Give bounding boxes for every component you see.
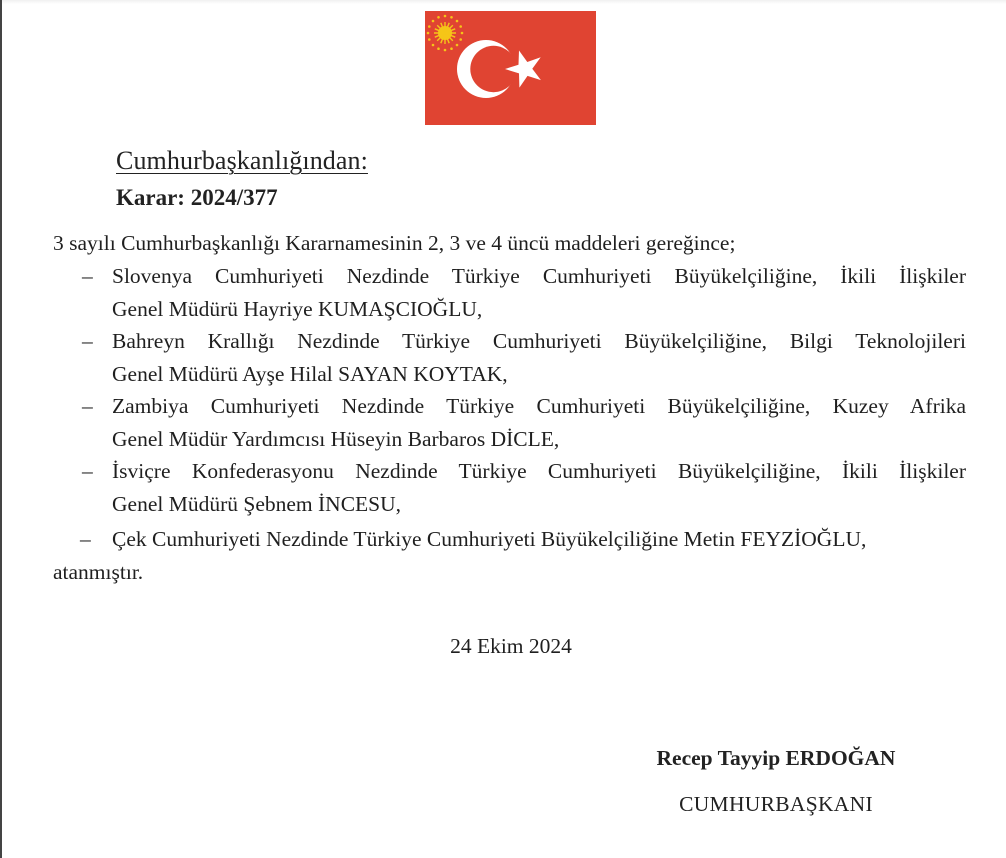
page-left-border <box>0 0 2 858</box>
appointment-line: Bahreyn Krallığı Nezdinde Türkiye Cumhuriyeti Büyükelçiliğine, Bilgi Teknolojileri <box>112 329 966 353</box>
appointment-line: Slovenya Cumhuriyeti Nezdinde Türkiye Cumhuriyeti Büyükelçiliğine, İkili İlişkiler <box>112 264 966 288</box>
appointment-line: Zambiya Cumhuriyeti Nezdinde Türkiye Cumhuriyeti Büyükelçiliğine, Kuzey Afrika <box>112 394 966 418</box>
presidential-flag <box>425 11 596 125</box>
page-top-shade <box>2 0 1006 4</box>
bullet-dash: – <box>82 394 93 418</box>
intro-paragraph: 3 sayılı Cumhurbaşkanlığı Kararnamesinin 2, 3 ve 4 üncü maddeleri gereğince; <box>53 231 736 255</box>
decision-number: Karar: 2024/377 <box>116 185 278 210</box>
closing-word: atanmıştır. <box>53 560 144 584</box>
bullet-dash: – <box>82 329 93 353</box>
signatory-name: Recep Tayyip ERDOĞAN <box>656 746 896 770</box>
turkish-flag-icon <box>425 11 596 125</box>
appointment-line: Genel Müdürü Hayriye KUMAŞCIOĞLU, <box>112 297 483 321</box>
signatory-title: CUMHURBAŞKANI <box>679 792 873 816</box>
bullet-dash: – <box>82 459 93 483</box>
appointment-line: İsviçre Konfederasyonu Nezdinde Türkiye Cumhuriyeti Büyükelçiliğine, İkili İlişkiler <box>112 459 966 483</box>
bullet-dash: – <box>82 264 93 288</box>
issuer-heading: Cumhurbaşkanlığından: <box>116 146 368 175</box>
decision-date: 24 Ekim 2024 <box>450 634 572 658</box>
appointment-line: Genel Müdürü Ayşe Hilal SAYAN KOYTAK, <box>112 362 508 386</box>
appointment-line: Genel Müdür Yardımcısı Hüseyin Barbaros DİCLE, <box>112 427 560 451</box>
appointment-line: Çek Cumhuriyeti Nezdinde Türkiye Cumhuriyeti Büyükelçiliğine Metin FEYZİOĞLU, <box>112 527 867 551</box>
bullet-dash: – <box>80 527 91 551</box>
appointment-line: Genel Müdürü Şebnem İNCESU, <box>112 492 402 516</box>
